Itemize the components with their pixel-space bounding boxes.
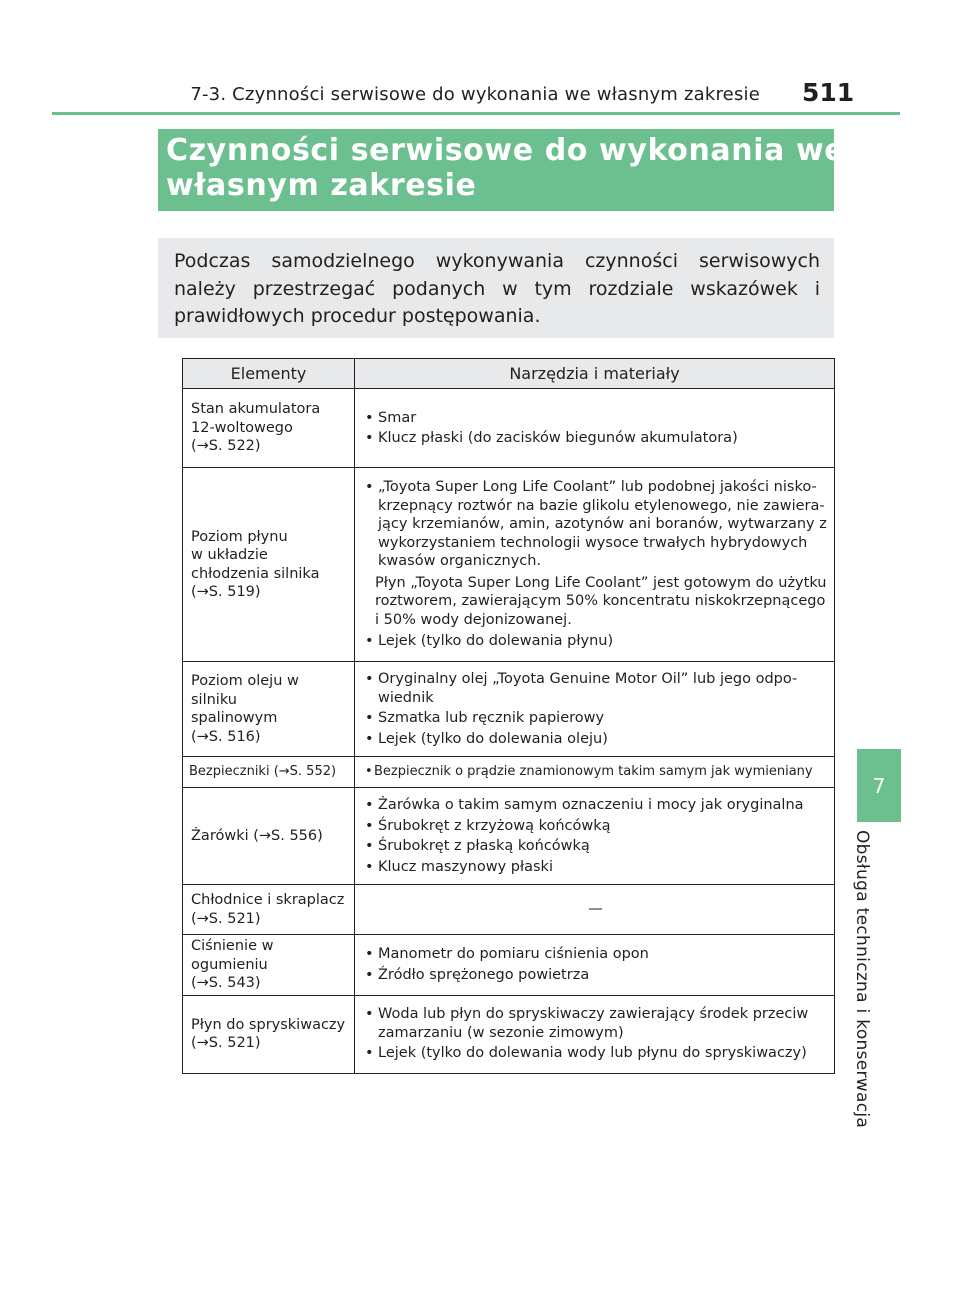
row-tools <box>355 788 835 885</box>
row-item: Poziom oleju w silniku spalinowym (→S. 516) <box>183 662 355 757</box>
list-item: • „Toyota Super Long Life Coolant” lub podobnej jakości nisko-krzepnący roztwór na bazie glikolu etylenowego, nie zawiera-jący krzemianów, amin, azotynów ani boranów, wytwarzany z wykorzystaniem technologii wysoce trwałych hybrydowych kwasów organicznych. <box>363 478 828 571</box>
row-tools <box>355 389 835 468</box>
list-item: • Lejek (tylko do dolewania oleju) <box>363 730 828 749</box>
page-title-banner <box>158 129 846 211</box>
list-item: • Klucz płaski (do zacisków biegunów akumulatora) <box>363 429 828 448</box>
chapter-title-vertical: Obsługa techniczna i konserwacja <box>852 830 872 1129</box>
list-item: • Woda lub płyn do spryskiwaczy zawierający środek przeciw zamarzaniu (w sezonie zimowym) <box>363 1005 828 1042</box>
list-item: • Lejek (tylko do dolewania wody lub płynu do spryskiwaczy) <box>363 1044 828 1063</box>
list-item: • Lejek (tylko do dolewania płynu) <box>363 632 828 651</box>
page-title-line-2: własnym zakresie <box>166 168 477 203</box>
header-divider <box>52 112 900 115</box>
list-item: • Śrubokręt z krzyżową końcówką <box>363 817 828 836</box>
running-header: 7-3. Czynności serwisowe do wykonania we własnym zakresie <box>190 84 760 105</box>
list-item: • Oryginalny olej „Toyota Genuine Motor Oil” lub jego odpo-wiednik <box>363 670 828 707</box>
row-item: Chłodnice i skraplacz (→S. 521) <box>183 885 355 935</box>
table-row <box>183 885 835 935</box>
coolant-note: Płyn „Toyota Super Long Life Coolant” jest gotowym do użytku roztworem, zawierającym 50% koncentratu niskokrzepnącego i 50% wody dejonizowanej. <box>375 574 827 628</box>
row-tools <box>355 935 835 996</box>
list-item: • Żarówka o takim samym oznaczeniu i mocy jak oryginalna <box>363 796 828 815</box>
page-number: 511 <box>802 78 855 107</box>
row-tools <box>355 468 835 662</box>
list-item: • Źródło sprężonego powietrza <box>363 966 828 985</box>
list-item: • Szmatka lub ręcznik papierowy <box>363 709 828 728</box>
row-item: Stan akumulatora 12-woltowego (→S. 522) <box>183 389 355 468</box>
table-row <box>183 935 835 996</box>
intro-text: Podczas samodzielnego wykonywania czynności serwisowych należy przestrzegać podanych w tym rozdziale wskazówek i prawidłowych procedur postępowania. <box>158 238 834 338</box>
row-item: Bezpieczniki (→S. 552) <box>183 757 355 788</box>
table-row <box>183 468 835 662</box>
table-row <box>183 995 835 1073</box>
row-tools <box>355 662 835 757</box>
row-tools <box>355 757 835 788</box>
list-item: • Smar <box>363 409 828 428</box>
row-item: Poziom płynu w układzie chłodzenia silnika (→S. 519) <box>183 468 355 662</box>
table-row <box>183 662 835 757</box>
table-row <box>183 389 835 468</box>
column-header-items: Elementy <box>183 359 355 389</box>
row-tools <box>355 995 835 1073</box>
row-item: Płyn do spryskiwaczy (→S. 521) <box>183 995 355 1073</box>
row-item: Żarówki (→S. 556) <box>183 788 355 885</box>
page-title-line-1: Czynności serwisowe do wykonania we <box>166 133 846 168</box>
list-item: • Manometr do pomiaru ciśnienia opon <box>363 945 828 964</box>
column-header-tools: Narzędzia i materiały <box>355 359 835 389</box>
tools-table <box>182 358 835 1074</box>
list-item: • Śrubokręt z płaską końcówką <box>363 837 828 856</box>
list-item: • Bezpiecznik o prądzie znamionowym takim samym jak wymieniany <box>363 763 828 782</box>
list-item: • Klucz maszynowy płaski <box>363 858 828 877</box>
chapter-tab: 7 <box>857 749 901 822</box>
row-tools-empty: — <box>355 885 835 935</box>
table-header-row <box>183 359 835 389</box>
row-item: Ciśnienie w ogumieniu (→S. 543) <box>183 935 355 996</box>
table-row <box>183 788 835 885</box>
table-row <box>183 757 835 788</box>
